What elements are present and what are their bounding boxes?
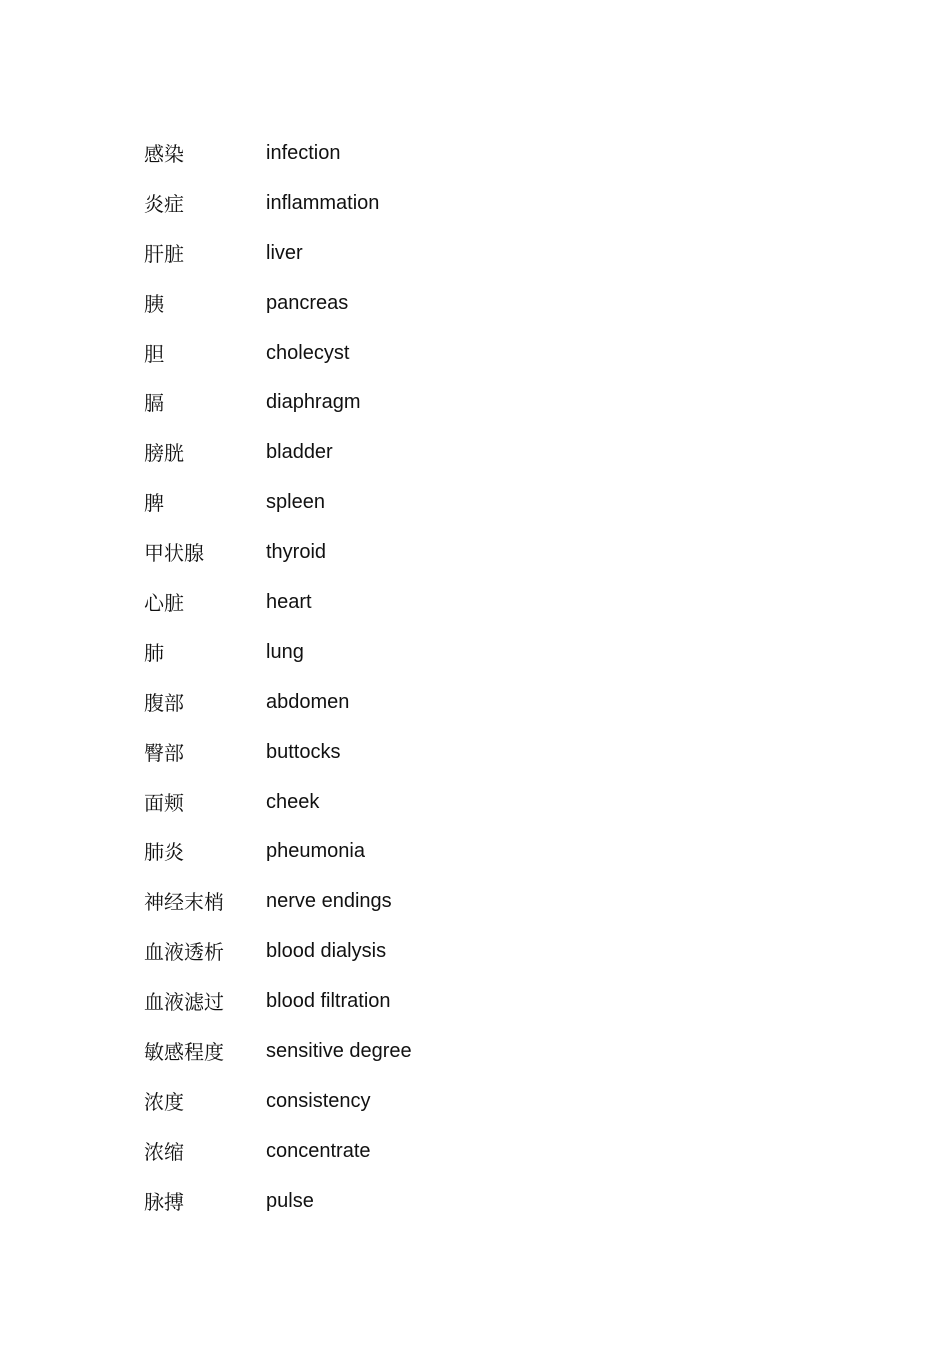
chinese-term: 腹部 (144, 690, 184, 715)
glossary-row (144, 1077, 744, 1127)
english-term: diaphragm (266, 391, 361, 414)
glossary-row (144, 678, 744, 728)
glossary-row (144, 129, 744, 179)
chinese-term: 胆 (144, 341, 164, 366)
glossary-row (144, 179, 744, 229)
glossary-row (144, 329, 744, 379)
glossary-row (144, 827, 744, 877)
chinese-term: 肺炎 (144, 840, 184, 865)
english-term: buttocks (266, 740, 341, 763)
glossary-row (144, 428, 744, 478)
glossary-row (144, 778, 744, 828)
glossary-list (144, 129, 744, 1227)
glossary-row (144, 578, 744, 628)
glossary-row (144, 1177, 744, 1227)
english-term: concentrate (266, 1139, 371, 1162)
glossary-row (144, 1127, 744, 1177)
glossary-row (144, 728, 744, 778)
chinese-term: 肺 (144, 640, 164, 665)
english-term: pancreas (266, 291, 349, 314)
glossary-row (144, 528, 744, 578)
chinese-term: 肝脏 (144, 241, 184, 266)
chinese-term: 敏感程度 (144, 1039, 224, 1064)
english-term: sensitive degree (266, 1039, 412, 1062)
english-term: pulse (266, 1189, 314, 1212)
chinese-term: 感染 (144, 141, 184, 166)
english-term: infection (266, 141, 341, 164)
chinese-term: 胰 (144, 291, 164, 316)
english-term: spleen (266, 491, 325, 514)
glossary-row (144, 927, 744, 977)
english-term: cheek (266, 790, 320, 813)
glossary-row (144, 478, 744, 528)
chinese-term: 膈 (144, 391, 164, 416)
english-term: thyroid (266, 541, 327, 564)
glossary-row (144, 378, 744, 428)
english-term: abdomen (266, 690, 350, 713)
chinese-term: 膀胱 (144, 441, 184, 466)
english-term: inflammation (266, 191, 380, 214)
english-term: blood dialysis (266, 940, 387, 963)
chinese-term: 心脏 (144, 590, 184, 615)
glossary-row (144, 229, 744, 279)
glossary-row (144, 279, 744, 329)
english-term: consistency (266, 1089, 371, 1112)
glossary-row (144, 1027, 744, 1077)
glossary-row (144, 628, 744, 678)
glossary-row (144, 877, 744, 927)
chinese-term: 血液透析 (144, 940, 224, 965)
chinese-term: 臀部 (144, 740, 184, 765)
english-term: heart (266, 590, 312, 613)
english-term: liver (266, 241, 303, 264)
chinese-term: 浓度 (144, 1089, 184, 1114)
english-term: lung (266, 640, 304, 663)
glossary-row (144, 977, 744, 1027)
chinese-term: 脾 (144, 491, 164, 516)
english-term: blood filtration (266, 990, 391, 1013)
english-term: pheumonia (266, 840, 365, 863)
chinese-term: 面颊 (144, 790, 184, 815)
chinese-term: 神经末梢 (144, 890, 224, 915)
chinese-term: 甲状腺 (144, 541, 204, 566)
chinese-term: 脉搏 (144, 1189, 184, 1214)
english-term: cholecyst (266, 341, 350, 364)
chinese-term: 炎症 (144, 191, 184, 216)
chinese-term: 血液滤过 (144, 990, 224, 1015)
chinese-term: 浓缩 (144, 1139, 184, 1164)
english-term: bladder (266, 441, 333, 464)
english-term: nerve endings (266, 890, 392, 913)
